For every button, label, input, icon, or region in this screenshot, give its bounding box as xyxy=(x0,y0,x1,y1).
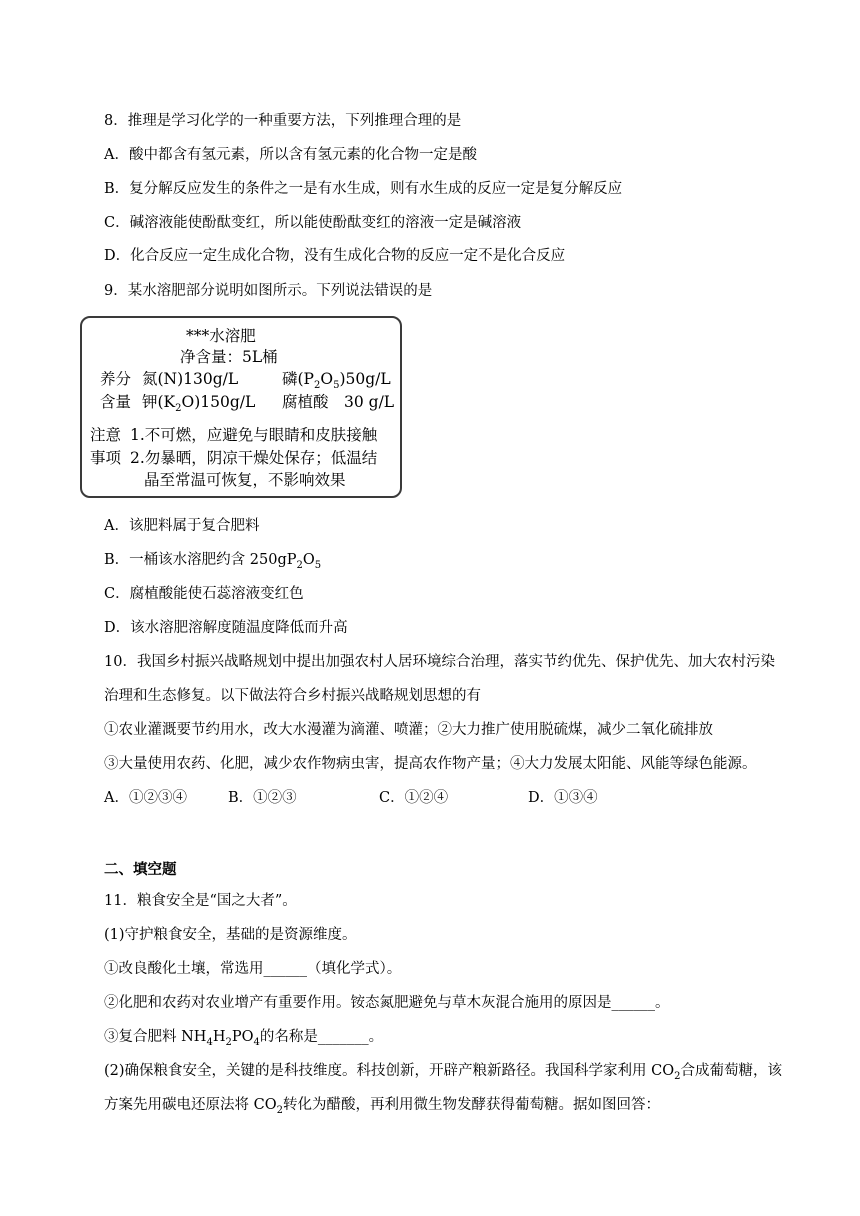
q11-part1: (1)守护粮食安全，基础的是资源维度。 xyxy=(104,927,357,943)
q10-item-line-1: ①农业灌溉要节约用水，改大水漫灌为滴灌、喷灌；②大力推广使用脱硫煤，减少二氧化硫排放 xyxy=(104,722,713,738)
label-note-prefix-2: 事项 xyxy=(90,449,122,467)
q10-option-a: A．①②③④ xyxy=(104,790,187,806)
label-note-2: 2.勿暴晒，阴凉干燥处保存；低温结 xyxy=(130,449,378,467)
q9-option-d: D．该水溶肥溶解度随温度降低而升高 xyxy=(104,620,348,636)
q9-stem: 9．某水溶肥部分说明如图所示。下列说法错误的是 xyxy=(104,283,433,299)
label-net-content: 净含量：5L桶 xyxy=(180,348,278,366)
label-humic-acid: 腐植酸 30 g/L xyxy=(282,393,395,411)
q10-stem-line-2: 治理和生态修复。以下做法符合乡村振兴战略规划思想的有 xyxy=(104,688,481,704)
q11-part1-b: ②化肥和农药对农业增产有重要作用。铵态氮肥避免与草木灰混合施用的原因是______。 xyxy=(104,995,670,1011)
q8-option-b: B．复分解反应发生的条件之一是有水生成，则有水生成的反应一定是复分解反应 xyxy=(104,181,623,197)
fertilizer-label-image xyxy=(80,316,402,498)
q10-option-b: B．①②③ xyxy=(228,790,297,806)
q10-option-c: C．①②④ xyxy=(379,790,449,806)
q11-part1-c: ③复合肥料 $NH_4H_2PO_4$的名称是_______。 xyxy=(104,1029,384,1048)
q11-stem: 11．粮食安全是“国之大者”。 xyxy=(104,893,297,909)
label-nutrient-prefix-1: 养分 xyxy=(100,370,132,388)
label-title: ***水溶肥 xyxy=(186,327,256,345)
label-phosphorus: 磷$(P_2O_5)50g/L$ xyxy=(282,370,391,392)
label-note-3: 晶至常温可恢复，不影响效果 xyxy=(144,471,346,489)
q8-option-c: C．碱溶液能使酚酞变红，所以能使酚酞变红的溶液一定是碱溶液 xyxy=(104,215,522,231)
q8-stem: 8．推理是学习化学的一种重要方法，下列推理合理的是 xyxy=(104,113,462,129)
label-potassium: 钾$(K_2O)150g/L$ xyxy=(142,393,256,415)
label-nutrient-prefix-2: 含量 xyxy=(100,393,132,411)
label-nitrogen: 氮(N)130g/L xyxy=(142,370,239,388)
label-note-1: 1.不可燃，应避免与眼睛和皮肤接触 xyxy=(130,426,378,444)
label-note-prefix-1: 注意 xyxy=(90,426,122,444)
q9-option-a: A．该肥料属于复合肥料 xyxy=(104,518,260,534)
q11-part2-line-2: 方案先用碳电还原法将 $CO_2$转化为醋酸，再利用微生物发酵获得葡萄糖。据如图回答： xyxy=(104,1097,660,1116)
q11-part1-a: ①改良酸化土壤，常选用______（填化学式）。 xyxy=(104,961,402,977)
q9-option-b: B．一桶该水溶肥约含 $250gP_2O_5$ xyxy=(104,552,322,571)
q10-item-line-2: ③大量使用农药、化肥，减少农作物病虫害，提高农作物产量；④大力发展太阳能、风能等绿色能源。 xyxy=(104,756,757,772)
q10-option-d: D．①③④ xyxy=(528,790,598,806)
q11-part2-line-1: (2)确保粮食安全，关键的是科技维度。科技创新，开辟产粮新路径。我国科学家利用 $CO_2$合成葡萄糖，该 xyxy=(104,1063,783,1082)
section-title: 二、填空题 xyxy=(104,861,177,878)
q8-option-d: D．化合反应一定生成化合物，没有生成化合物的反应一定不是化合反应 xyxy=(104,248,566,264)
q10-stem-line-1: 10．我国乡村振兴战略规划中提出加强农村人居环境综合治理，落实节约优先、保护优先、加大农村污染 xyxy=(104,654,775,670)
q9-option-c: C．腐植酸能使石蕊溶液变红色 xyxy=(104,586,304,602)
q8-option-a: A．酸中都含有氢元素，所以含有氢元素的化合物一定是酸 xyxy=(104,147,477,163)
